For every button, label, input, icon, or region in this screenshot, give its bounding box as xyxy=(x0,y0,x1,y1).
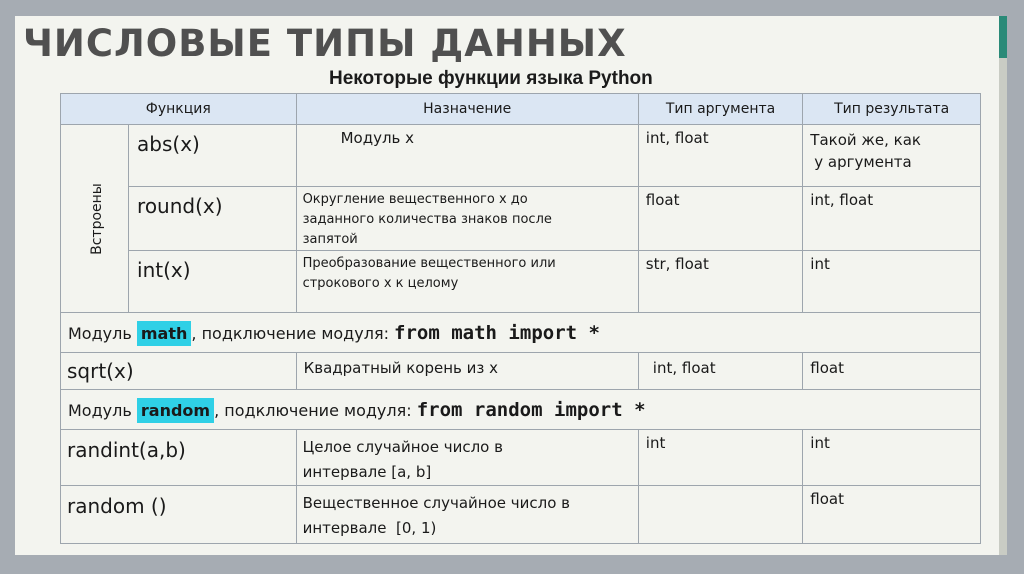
function-purpose xyxy=(296,486,638,544)
module-import-label: , подключение модуля: xyxy=(214,400,412,420)
function-name: int(x) xyxy=(129,251,297,313)
result-type: float xyxy=(803,353,981,390)
header-purpose: Назначение xyxy=(296,94,638,125)
function-purpose xyxy=(296,430,638,486)
purpose-line: интервале [a, b] xyxy=(302,463,432,481)
module-prefix: Модуль xyxy=(68,400,132,420)
header-function: Функция xyxy=(61,94,297,125)
result-line: Такой же, как xyxy=(810,131,921,149)
result-type: int xyxy=(803,251,981,313)
function-name: round(x) xyxy=(129,187,297,251)
purpose-line: Целое случайное число в xyxy=(302,438,503,456)
functions-table xyxy=(60,93,981,544)
table-row xyxy=(61,187,981,251)
function-name: sqrt(x) xyxy=(61,353,297,390)
table-row xyxy=(61,251,981,313)
arg-type: str, float xyxy=(638,251,803,313)
purpose-line: запятой xyxy=(302,232,358,247)
slide xyxy=(15,16,1007,555)
purpose-line: Преобразование вещественного или xyxy=(302,256,556,271)
function-purpose xyxy=(296,187,638,251)
module-name-math: math xyxy=(137,321,192,346)
table-header-row xyxy=(61,94,981,125)
function-name: abs(x) xyxy=(129,125,297,187)
module-random-cell xyxy=(61,390,981,430)
module-import-label: , подключение модуля: xyxy=(191,323,389,343)
table-row xyxy=(61,486,981,544)
page-subtitle: Некоторые функции языка Python xyxy=(329,68,653,89)
arg-type: int, float xyxy=(638,353,803,390)
arg-type: float xyxy=(638,187,803,251)
result-line: у аргумента xyxy=(814,153,912,171)
builtin-group-label xyxy=(61,125,129,313)
function-purpose xyxy=(296,251,638,313)
result-type: float xyxy=(803,486,981,544)
arg-type: int xyxy=(638,430,803,486)
table-row xyxy=(61,125,981,187)
function-purpose: Модуль х xyxy=(296,125,638,187)
function-purpose: Квадратный корень из х xyxy=(296,353,638,390)
builtin-label-text: Встроены xyxy=(88,182,105,255)
side-rail xyxy=(999,16,1007,555)
function-name: randint(a,b) xyxy=(61,430,297,486)
table-row xyxy=(61,430,981,486)
import-statement-math: from math import * xyxy=(394,321,600,344)
purpose-line: интервале [0, 1) xyxy=(302,519,437,537)
purpose-line: Вещественное случайное число в xyxy=(302,494,571,512)
purpose-line: Округление вещественного х до xyxy=(302,192,528,207)
page-title: ЧИСЛОВЫЕ ТИПЫ ДАННЫХ xyxy=(23,22,627,65)
header-result-type: Тип результата xyxy=(803,94,981,125)
header-arg-type: Тип аргумента xyxy=(638,94,803,125)
arg-type xyxy=(638,486,803,544)
result-type: int xyxy=(803,430,981,486)
import-statement-random: from random import * xyxy=(416,398,646,421)
side-rail-accent xyxy=(999,16,1007,58)
result-type xyxy=(803,125,981,187)
module-row-random xyxy=(61,390,981,430)
module-math-cell xyxy=(61,313,981,353)
table-row xyxy=(61,353,981,390)
result-type: int, float xyxy=(803,187,981,251)
arg-type: int, float xyxy=(638,125,803,187)
module-prefix: Модуль xyxy=(68,323,132,343)
module-row-math xyxy=(61,313,981,353)
function-name: random () xyxy=(61,486,297,544)
purpose-line: заданного количества знаков после xyxy=(302,212,552,227)
purpose-line: строкового х к целому xyxy=(302,276,459,291)
module-name-random: random xyxy=(137,398,214,423)
